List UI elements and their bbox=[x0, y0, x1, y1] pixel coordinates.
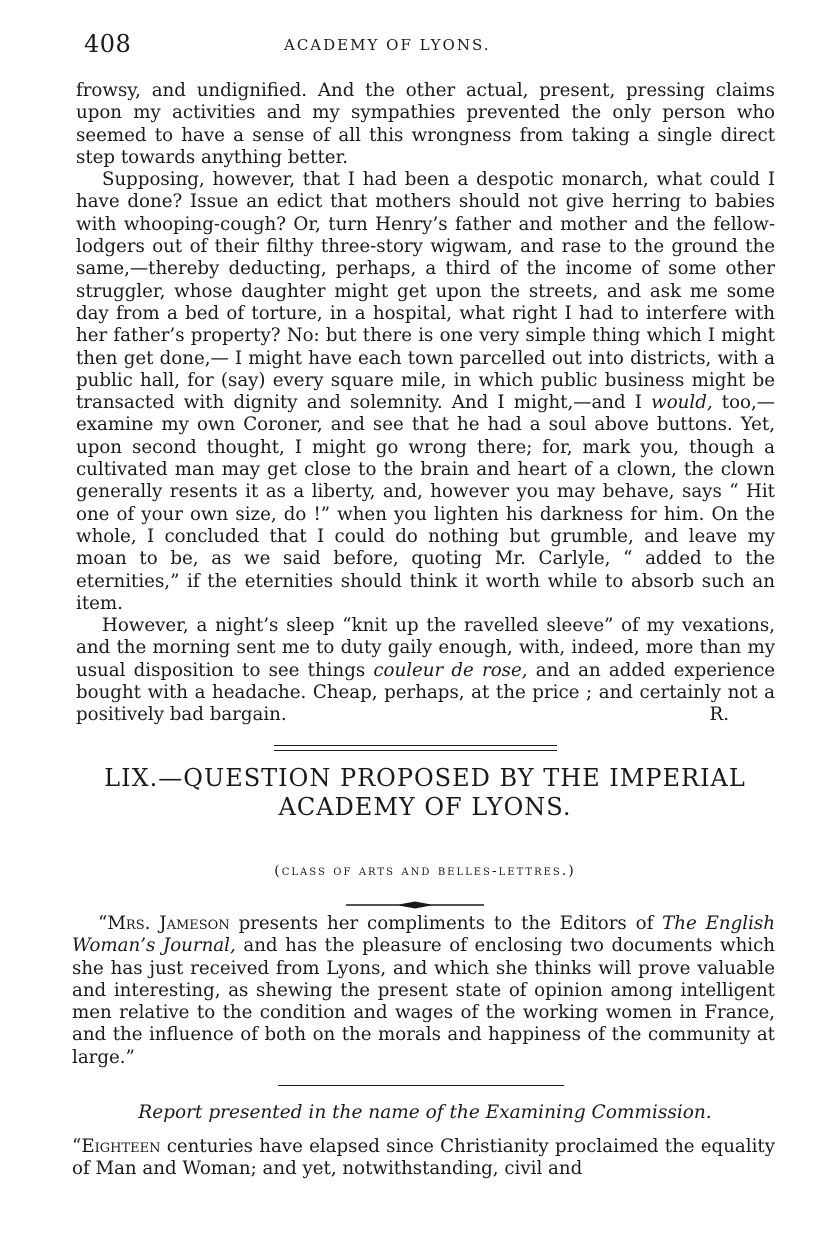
paragraph-continuation: frowsy, and undignified. And the other actual, present, pressing claims upon my activities and my sympathies prevented the only person who seemed to have a sense of all this wrongness from taking a single direct step towards anything better. bbox=[76, 80, 775, 168]
report-heading: Report presented in the name of the Examining Commission. bbox=[138, 1102, 712, 1123]
page-number: 408 bbox=[84, 30, 132, 58]
author-signature: R. bbox=[709, 704, 729, 726]
journal-title: The English Woman’s Journal, bbox=[72, 913, 775, 957]
pen-ornament-icon bbox=[346, 901, 484, 909]
paragraph-despotic-monarch: Supposing, however, that I had been a despotic monarch, what could I have done? Issue an edict that mothers should not give herring to babies with whooping-cough? Or, turn Henry’s father and mother and the fellow-lodgers out of their filthy three-story wigwam, and rase to the ground the same,—thereby deducting, perhaps, a third of the income of some other struggler, whose daughter might get upon the streets, and ask me some day from a bed of torture, in a hospital, what right I had to interfere with her father’s property? No: but there is one very simple thing which I might then get done,— I might have each town parcelled out into districts, with a public hall, for (say) every square mile, in which public business might be transacted with dignity and solemnity. And I might,—and I would, too,—examine my own Coroner, and see that he had a soul above buttons. Yet, upon second thought, I might go wrong there; for, mark you, though a cultivated man may get close to the brain and heart of a clown, the clown generally resents it as a liberty, and, however you may behave, says “ Hit one of your own size, do !” when you lighten his darkness for him. On the whole, I concluded that I could do nothing but grumble, and leave my moan to be, as we said before, quoting Mr. Carlyle, “ added to the eternities,” if the eternities should think it worth while to absorb such an item. bbox=[76, 169, 775, 614]
section-divider-double bbox=[274, 745, 557, 751]
italic-couleur-de-rose: couleur de rose, bbox=[373, 659, 528, 681]
page-header bbox=[84, 30, 784, 60]
report-first-word: Eighteen bbox=[81, 1136, 161, 1157]
section-title: LIX.—QUESTION PROPOSED BY THE IMPERIAL ACADEMY OF LYONS. bbox=[104, 764, 746, 821]
letter-divider bbox=[278, 1085, 564, 1086]
report-body bbox=[72, 1136, 775, 1181]
italic-would: would, bbox=[651, 392, 713, 414]
letter-paragraph: “Mrs. Jameson presents her compliments to the Editors of The English Woman’s Journal, and has the pleasure of enclosing two documents which she has just received from Lyons, and which she thinks will prove valuable and interesting, as shewing the present state of opinion among intelligent men relative to the condition and wages of the working women in France, and the influence of both on the morals and happiness of the community at large.” bbox=[72, 913, 775, 1068]
running-head: ACADEMY OF LYONS. bbox=[284, 36, 491, 54]
report-paragraph: “Eighteen centuries have elapsed since Christianity proclaimed the equality of Man and Woman; and yet, notwithstanding, civil and bbox=[72, 1136, 775, 1180]
paragraph-nights-sleep: However, a night’s sleep “knit up the ravelled sleeve” of my vexations, and the morning sent me to duty gaily enough, with, indeed, more than my usual disposition to see things couleur de rose, and an added experience bought with a headache. Cheap, perhaps, at the price ; and certainly not a positively bad bargain. R. bbox=[76, 615, 775, 726]
section-subtitle: (class of arts and belles-lettres.) bbox=[274, 863, 576, 879]
sender-name: Mrs. Jameson bbox=[107, 913, 230, 934]
jameson-letter bbox=[72, 913, 775, 1069]
article-ending bbox=[76, 80, 775, 727]
